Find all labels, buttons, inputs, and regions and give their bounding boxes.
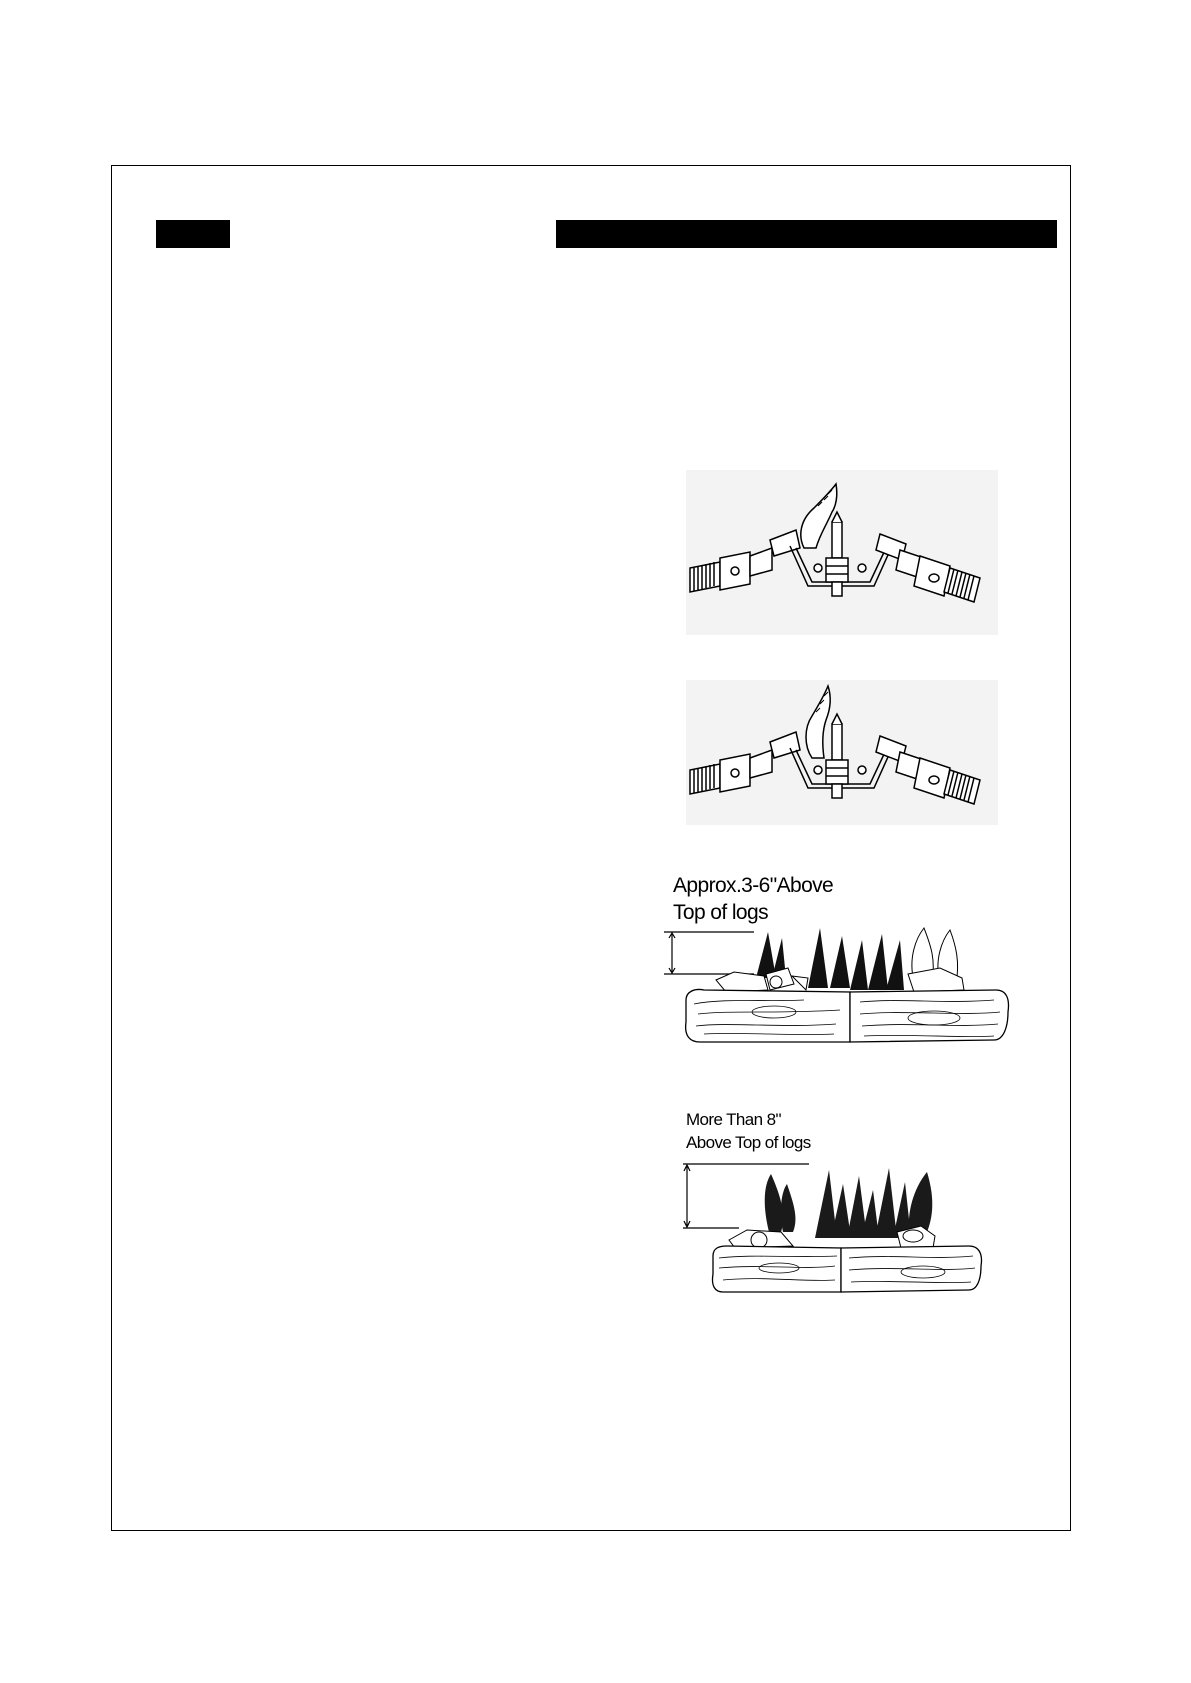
logs-normal-flame-figure bbox=[664, 918, 1024, 1044]
section-title-bar bbox=[556, 220, 1057, 248]
flame-height-normal-line2: Top of logs bbox=[673, 901, 768, 924]
pilot-assembly-figure-1 bbox=[686, 470, 998, 635]
section-number-bar bbox=[156, 220, 230, 248]
pilot-assembly-figure-2 bbox=[686, 680, 998, 825]
flame-height-normal-line1: Approx.3-6"Above bbox=[673, 874, 834, 897]
flame-height-high-line1: More Than 8" bbox=[686, 1110, 781, 1129]
flame-height-high-line2: Above Top of logs bbox=[686, 1133, 811, 1152]
logs-high-flame-figure bbox=[683, 1162, 1003, 1294]
flame-height-high-label bbox=[686, 1108, 811, 1154]
page-border bbox=[111, 165, 1071, 1531]
